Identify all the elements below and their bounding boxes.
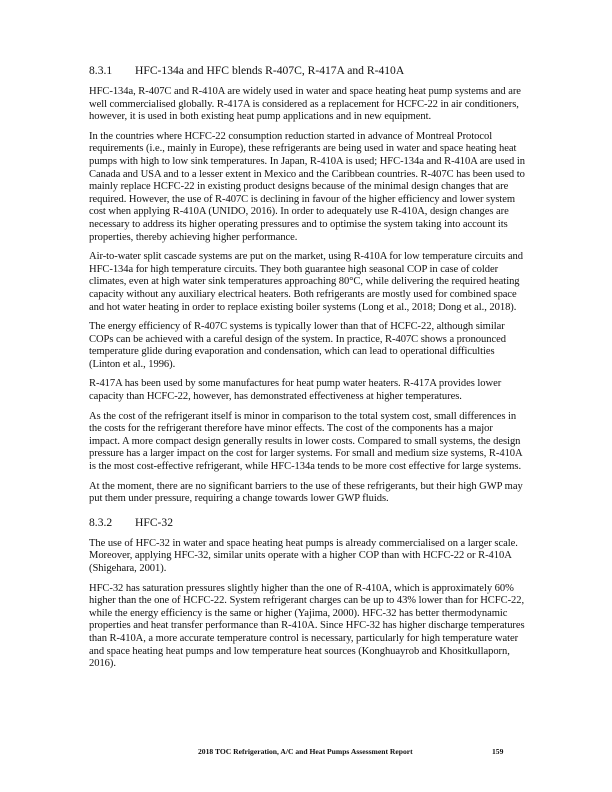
page-content bbox=[89, 64, 525, 678]
paragraph: R-417A has been used by some manufactures for heat pump water heaters. R-417A provides lower capacity than HCFC-22, however, has demonstrated effectiveness at higher temperatures. bbox=[89, 378, 502, 403]
section-heading-8-3-2 bbox=[89, 516, 525, 530]
paragraph: Air-to-water split cascade systems are put on the market, using R-410A for low temperature circuits and HFC-134a for high temperature circuits. They both guarantee high seasonal COP in case of colder climates, even at high water sink temperatures approaching 80°C, while delivering the required heating capacity without any auxiliary electrical heaters. Both refrigerants are mostly used for combined space and hot water heating in order to replace existing boiler systems (Long et al., 2018; Dong et al., 2018). bbox=[89, 251, 523, 313]
paragraph: The use of HFC-32 in water and space heating heat pumps is already commercialised on a larger scale. Moreover, applying HFC-32, similar units operate with a higher COP than with HCFC-22 or R-410A (Shigehara, 2001). bbox=[89, 537, 518, 574]
section-title: HFC-32 bbox=[135, 515, 174, 529]
paragraph: HFC-134a, R-407C and R-410A are widely used in water and space heating heat pump systems and are well commercialised globally. R-417A is considered as a replacement for HCFC-22 in air conditioners, however, it is used in both existing heat pump applications and in new equipment. bbox=[89, 86, 521, 123]
footer-report-title: 2018 TOC Refrigeration, A/C and Heat Pumps Assessment Report bbox=[198, 747, 413, 756]
section-title: HFC-134a and HFC blends R-407C, R-417A and R-410A bbox=[135, 64, 405, 77]
section-number: 8.3.2 bbox=[89, 515, 113, 529]
paragraph: The energy efficiency of R-407C systems is typically lower than that of HCFC-22, although similar COPs can be achieved with a careful design of the system. In practice, R-407C shows a pronounced temperature glide during evaporation and condensation, which can lead to operational difficulties (Linton et al., 1996). bbox=[89, 321, 506, 370]
paragraph: At the moment, there are no significant barriers to the use of these refrigerants, but their high GWP may put them under pressure, requiring a change towards lower GWP fluids. bbox=[89, 480, 523, 505]
section-number: 8.3.1 bbox=[89, 64, 113, 77]
paragraph: In the countries where HCFC-22 consumption reduction started in advance of Montreal Protocol requirements (i.e., mainly in Europe), these refrigerants are being used in water and space heating heat pumps with high to low sink temperatures. In Japan, R-410A is used; HFC-134a and R-410A are used in Canada and USA and to a lesser extent in Mexico and the Caribbean countries. R-407C has been used to mainly replace HCFC-22 in existing product designs because of the minimal design changes that are required. However, the use of R-407C is declining in favour of the higher efficiency and lower system cost when applying R-410A (UNIDO, 2016). In order to adequately use R-410A, design changes are necessary to address its higher operating pressures and to optimise the system taking into account its properties, thereby achieving higher performance. bbox=[89, 130, 525, 243]
paragraph: HFC-32 has saturation pressures slightly higher than the one of R-410A, which is approximately 60% higher than the one of HCFC-22. System refrigerant charges can be up to 43% lower than for HCFC-22, while the energy efficiency is the same or higher (Yajima, 2000). HFC-32 has better thermodynamic properties and heat transfer performance than R-410A. Since HFC-32 has higher discharge temperatures than R-410A, a more accurate temperature control is necessary, particularly for high temperature water and space heating heat pumps and low temperature heat sources (Konghuayrob and Khositkullaporn, 2016). bbox=[89, 582, 525, 670]
section-heading-8-3-1 bbox=[89, 64, 525, 78]
paragraph: As the cost of the refrigerant itself is minor in comparison to the total system cost, small differences in the costs for the refrigerant therefore have minor effects. The cost of the components has a major impact. A more compact design generally results in lower costs. Compared to small systems, the design pressure has a larger impact on the cost for larger systems. For small and medium size systems, R-410A is the most cost-effective refrigerant, while HFC-134a tends to be more cost effective for large systems. bbox=[89, 410, 522, 473]
page-number: 159 bbox=[492, 747, 504, 756]
